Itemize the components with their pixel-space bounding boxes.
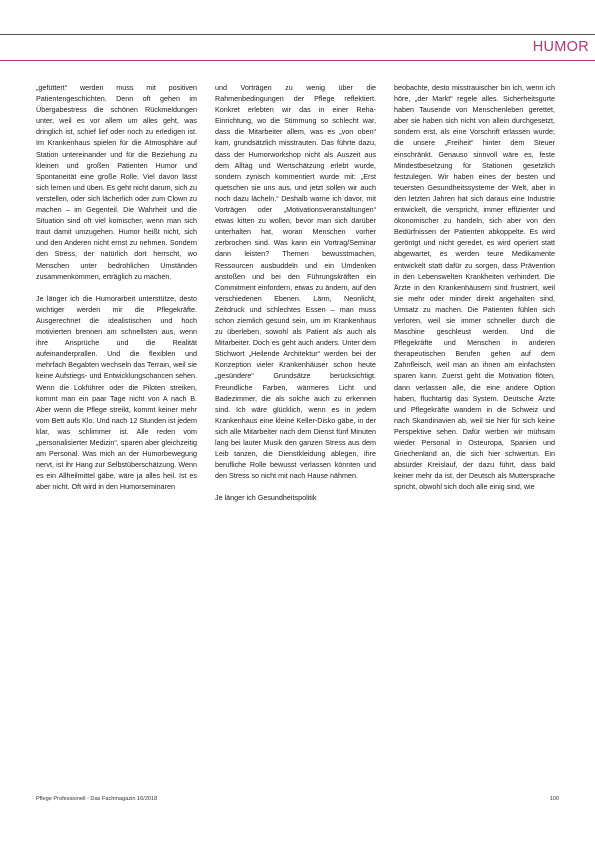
text-column-1	[36, 82, 197, 492]
footer-page-number: 100	[549, 796, 559, 802]
section-rule	[0, 60, 595, 61]
paragraph: und Vorträgen zu wenig über die Rahmenbedingungen der Pflege reflektiert. Konkret erlebten wir das in einer Reha-Einrichtung, wo die Stimmung so schlecht war, dass die Mitarbeiter allem, was es „von oben“ kam, grundsätzlich misstrauten. Das führte dazu, dass der Humorworkshop nicht als Auszeit aus dem Alltag und Wertschätzung erlebt wurde, sondern zynisch kommentiert wurde mit: „Erst quetschen sie uns aus, und jetzt sollen wir auch noch dazu lächeln.“ Deshalb warne ich davor, mit Vorträgen oder „Motivationsveranstaltungen“ etwas kitten zu wollen, bevor man sich darüber unterhalten hat, woran Menschen vorher zerbrochen sind. Was kann ein Vortrag/Seminar dann leisten? Themen bewusstmachen, Ressourcen ausbuddeln und ein Umdenken anstoßen und bei den Führungskräften ein Commitment einfordern, etwas zu ändern, auf den verschiedenen Ebenen. Lärm, Neonlicht, Zeitdruck und schlechtes Essen – man muss schon ziemlich gesund sein, um im Krankenhaus zu überleben, sowohl als Patient als auch als Mitarbeiter. Doch es geht auch anders. Unter dem Stichwort „Heilende Architektur“ werden bei der Konzeption vieler Krankenhäuser schon heute „gesündere“ Grundsätze berücksichtigt. Freundliche Farben, wärmeres Licht und Badezimmer, die als solche auch zu erkennen sind. Ich wäre glücklich, wenn es in jedem Krankenhaus eine kleine Keller-Disko gäbe, in der sich alle Mitarbeiter nach dem Dienst fünf Minuten lang bei lauter Musik den ganzen Stress aus dem Leib tanzen, die Dienstkleidung ablegen, ihre berufliche Rolle bewusst verlassen könnten und den Stress so nicht mit nach Hause nähmen.	[215, 83, 376, 481]
paragraph: Je länger ich Gesundheitspolitik	[215, 493, 317, 503]
section-label: HUMOR	[532, 39, 589, 55]
paragraph: „gefüttert“ werden muss mit positiven Patientengeschichten. Denn oft gehen im Übergabestress die schönen Rückmeldungen unter, weil es vor allem um alles geht, was dringlich ist, schief lief oder noch zu erledigen ist. Im Krankenhaus spielen für die Atmosphäre auf Station untereinander und für die Beziehung zu kleinen und großen Patienten Humor und Spontaneität eine große Rolle. Viel davon lässt sich lernen und üben. Es geht nicht darum, sich zu verstellen, oder sich lächerlich oder zum Clown zu machen – im Gegenteil. Die Wahrheit und die Situation sind oft viel komischer, wenn man sich traut damit umzugehen. Humor heißt nicht, sich und den Anderen nicht ernst zu nehmen. Sondern den Stress, der natürlich dort herrscht, wo Menschen unter bedrohlichen Umständen zusammenkommen, erträglich zu machen.	[36, 83, 198, 281]
text-column-3	[394, 82, 555, 492]
text-column-2	[215, 82, 376, 504]
paragraph: beobachte, desto misstrauischer bin ich, wenn ich höre, „der Markt“ regele alles. Sicherheitsgurte haben Tausende von Menschenleben gerettet, aber sie haben sich nicht von allein durchgesetzt, sondern erst, als eine Vorschrift erlassen wurde; die unsere „Freiheit“ hinter dem Steuer einschränkt. Genauso sinnvoll wäre es, feste Mindestbesetzung für Stationen gesetzlich festzulegen. Wir haben eines der besten und teuersten Gesundheitssysteme der Welt, aber in den letzten Jahren hat sich daraus eine Industrie entwickelt, die verspricht, immer effizienter und ökonomischer zu handeln, sich aber von den Bedürfnissen der Patienten abkoppelte. Es wird geröntgt und nicht geredet, es wird operiert statt abgewartet, es werden teure Medikamente entwickelt statt dafür zu sorgen, dass Prävention in den Lebenswelten Krankheiten verhindert. Die Ärzte in den Krankenhäusern sind frustriert, weil sie mehr oder minder direkt angehalten sind, Umsatz zu machen. Die Patienten fühlen sich verloren, weil sie immer schneller durch die Maschine geschleust werden. Und die Pflegekräfte und Menschen in anderen therapeutischen Berufen gehen auf dem Zahnfleisch, weil man an ihnen am einfachsten sparen kann. Zuerst geht die Motivation flöten, dann verlassen alle, die eine andere Option haben, fluchtartig das System. Deutsche Ärzte und Pflegekräfte wandern in die Schweiz und nach Skandinavien ab, weil sie hier für sich keine Perspektive sehen. Dafür werben wir mühsam wieder Personal in Osteuropa, Spanien und Griechenland an, die sich hier schwertun. Ein absurder Kreislauf, der dazu führt, dass bald keiner mehr da ist, der Deutsch als Muttersprache spricht, obwohl sich doch alle einig sind, wie	[394, 83, 555, 492]
footer-publication: Pflege Professionell - Das Fachmagazin 16/2018	[36, 796, 158, 802]
header-top-rule	[0, 34, 595, 35]
paragraph: Je länger ich die Humorarbeit unterstütze, desto wichtiger werden mir die Pflegekräfte. Ausgerechnet die idealistischen und hoch motivierten brennen am schnellsten aus, wenn ihre Ansprüche und die Realität aufeinanderprallen. Und die flexiblen und mehrfach Begabten wechseln das Terrain, weil sie keine Aufstiegs- und Entwicklungschancen sehen. Wenn die Lokführer oder die Piloten streiken, kommt man ein paar Tage nicht von A nach B. Aber wenn die Pflege streikt, kommt keiner mehr vom Bett aufs Klo. Und nach 12 Stunden ist jedem klar, was schlimmer ist. Alle reden vom „personalisierter Medizin“, sparen aber gleichzeitig am Personal. Was mich an der Humorbewegung nervt, ist ihr Hang zur Selbstüberschätzung. Wenn es ein Allheilmittel gäbe, wäre ja alles heil. Ist es aber nicht. Oft wird in den Humorseminaren	[36, 293, 197, 492]
